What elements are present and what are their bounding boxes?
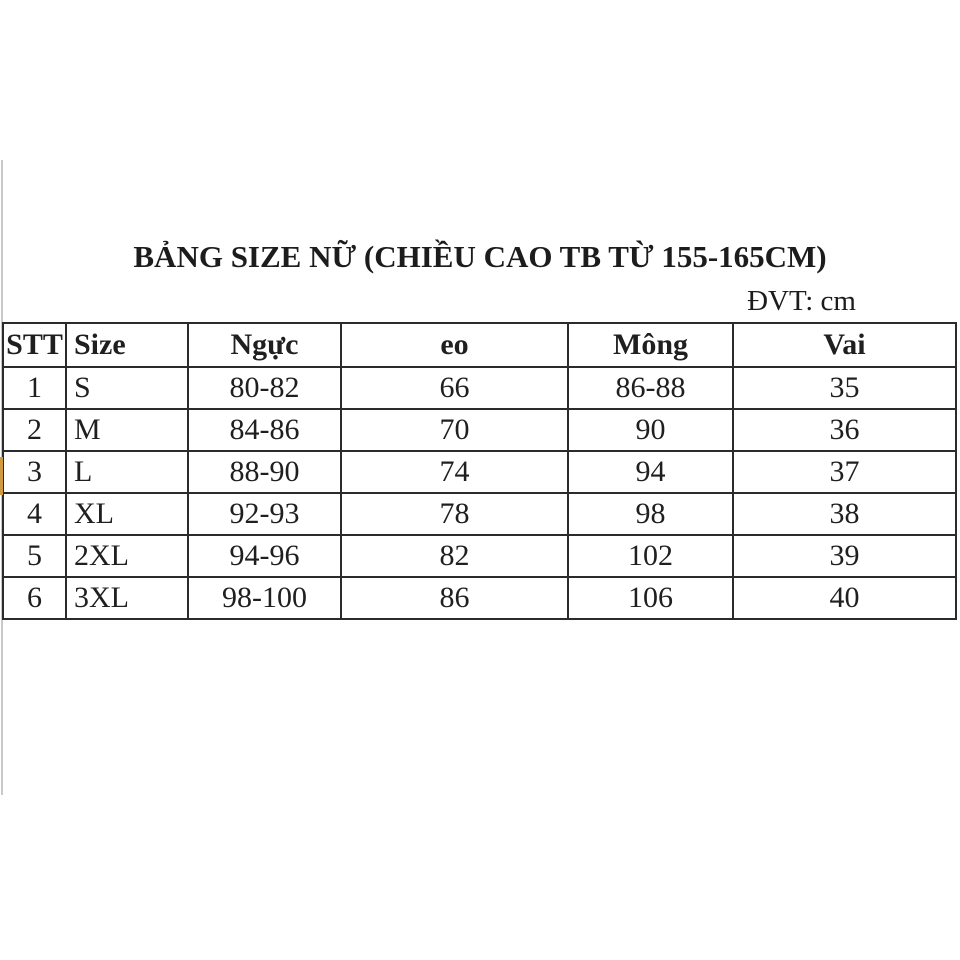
table-row [3, 409, 956, 451]
col-header-mong: Mông [568, 323, 733, 367]
cell-nguc: 80-82 [188, 367, 341, 409]
cell-mong: 98 [568, 493, 733, 535]
cell-eo: 66 [341, 367, 568, 409]
cell-stt: 3 [3, 451, 66, 493]
cell-eo: 74 [341, 451, 568, 493]
cell-nguc: 98-100 [188, 577, 341, 619]
cell-size: S [66, 367, 188, 409]
page-title: BẢNG SIZE NỮ (CHIỀU CAO TB TỪ 155-165CM) [133, 239, 827, 274]
table-row [3, 493, 956, 535]
table-row [3, 577, 956, 619]
cell-size: 3XL [66, 577, 188, 619]
cell-eo: 78 [341, 493, 568, 535]
table-row [3, 451, 956, 493]
col-header-eo: eo [341, 323, 568, 367]
unit-label: ĐVT: cm [747, 285, 856, 317]
col-header-size: Size [66, 323, 188, 367]
cell-vai: 40 [733, 577, 956, 619]
cell-eo: 86 [341, 577, 568, 619]
cell-size: L [66, 451, 188, 493]
cell-stt: 6 [3, 577, 66, 619]
col-header-stt: STT [3, 323, 66, 367]
cell-nguc: 84-86 [188, 409, 341, 451]
cell-vai: 36 [733, 409, 956, 451]
cell-eo: 82 [341, 535, 568, 577]
cell-mong: 102 [568, 535, 733, 577]
cell-nguc: 92-93 [188, 493, 341, 535]
cell-size: 2XL [66, 535, 188, 577]
header-row [3, 323, 956, 367]
size-table [2, 322, 957, 620]
cell-mong: 106 [568, 577, 733, 619]
cell-nguc: 94-96 [188, 535, 341, 577]
cell-vai: 37 [733, 451, 956, 493]
cell-vai: 38 [733, 493, 956, 535]
table-row [3, 367, 956, 409]
cell-mong: 94 [568, 451, 733, 493]
cell-stt: 1 [3, 367, 66, 409]
col-header-vai: Vai [733, 323, 956, 367]
cell-vai: 35 [733, 367, 956, 409]
cell-eo: 70 [341, 409, 568, 451]
cell-nguc: 88-90 [188, 451, 341, 493]
cell-mong: 90 [568, 409, 733, 451]
col-header-nguc: Ngực [188, 323, 341, 367]
cell-stt: 5 [3, 535, 66, 577]
cell-vai: 39 [733, 535, 956, 577]
cell-stt: 2 [3, 409, 66, 451]
left-edge-orange-artifact [0, 457, 3, 495]
size-table-body [3, 367, 956, 619]
size-table-header [3, 323, 956, 367]
cell-size: M [66, 409, 188, 451]
cell-size: XL [66, 493, 188, 535]
cell-mong: 86-88 [568, 367, 733, 409]
table-row [3, 535, 956, 577]
cell-stt: 4 [3, 493, 66, 535]
